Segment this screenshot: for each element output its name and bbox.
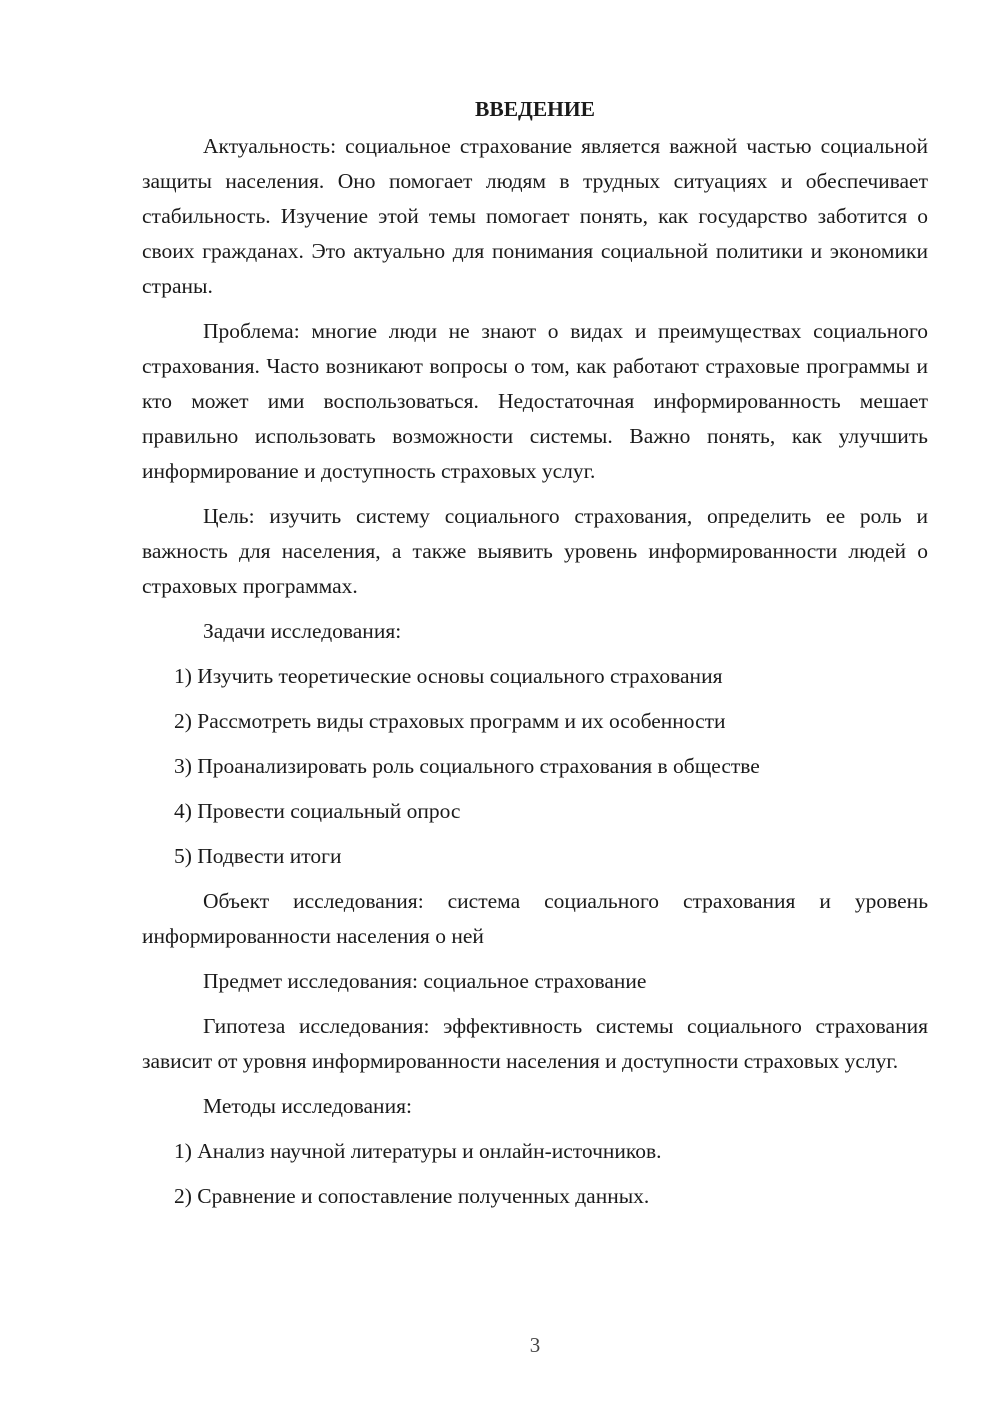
page-title: ВВЕДЕНИЕ xyxy=(475,97,595,121)
list-item: 5) Подвести итоги xyxy=(174,844,342,868)
paragraph-object: Объект исследования: система социального страхования и уровень информированности населения о ней xyxy=(142,889,928,948)
list-item: 2) Сравнение и сопоставление полученных данных. xyxy=(174,1184,650,1208)
methods-list xyxy=(142,1134,928,1214)
list-item: 1) Анализ научной литературы и онлайн-источников. xyxy=(174,1139,662,1163)
paragraph-goal: Цель: изучить систему социального страхования, определить ее роль и важность для населения, а также выявить уровень информированности людей о страховых программах. xyxy=(142,504,928,598)
document-page xyxy=(142,92,928,1224)
methods-heading: Методы исследования: xyxy=(203,1094,412,1118)
tasks-list xyxy=(142,659,928,874)
paragraph-relevance: Актуальность: социальное страхование является важной частью социальной защиты населения. Оно помогает людям в трудных ситуациях и обеспечивает стабильность. Изучение этой темы помогает понять, как государство заботится о своих гражданах. Это актуально для понимания социальной политики и экономики страны. xyxy=(142,134,928,298)
tasks-heading: Задачи исследования: xyxy=(203,619,402,643)
paragraph-hypothesis: Гипотеза исследования: эффективность системы социального страхования зависит от уровня информированности населения и доступности страховых услуг. xyxy=(142,1014,928,1073)
list-item: 2) Рассмотреть виды страховых программ и их особенности xyxy=(174,709,726,733)
list-item: 1) Изучить теоретические основы социального страхования xyxy=(174,664,723,688)
list-item: 3) Проанализировать роль социального страхования в обществе xyxy=(174,754,760,778)
list-item: 4) Провести социальный опрос xyxy=(174,799,461,823)
page-number: 3 xyxy=(529,1333,541,1357)
paragraph-subject: Предмет исследования: социальное страхование xyxy=(203,969,647,993)
paragraph-problem: Проблема: многие люди не знают о видах и преимуществах социального страхования. Часто возникают вопросы о том, как работают страховые программы и кто может ими воспользоваться. Недостаточная информированность мешает правильно использовать возможности системы. Важно понять, как улучшить информирование и доступность страховых услуг. xyxy=(142,319,928,483)
